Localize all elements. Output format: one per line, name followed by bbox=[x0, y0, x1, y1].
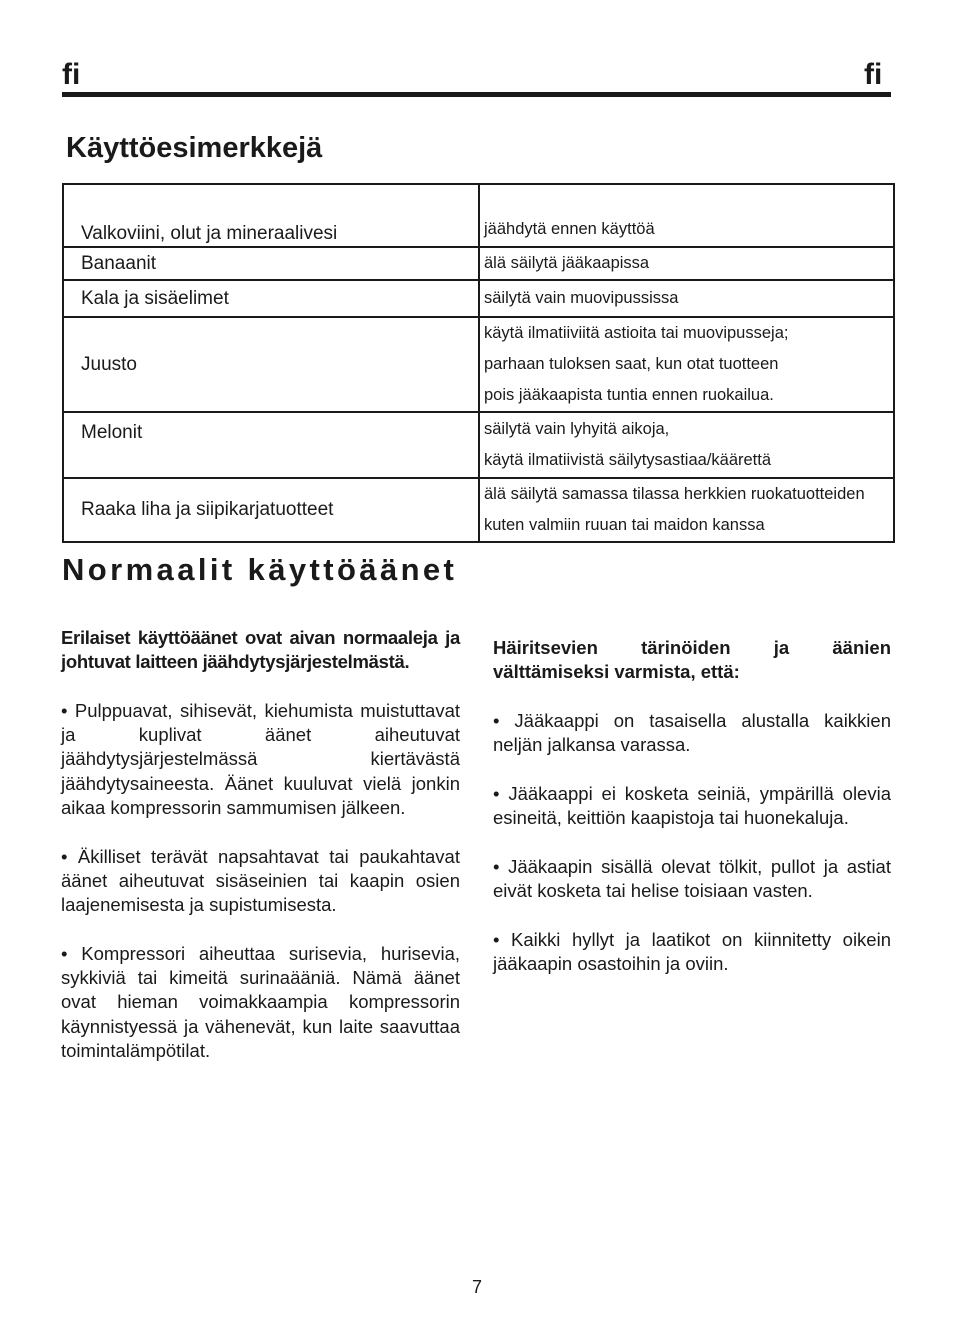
sound-item: • Kompressori aiheuttaa surisevia, hurisevia, sykkiviä tai kimeitä surinaääniä. Nämä äänet ovat hieman voimakkaampia kompressorin käynnistyessä ja vähenevät, kun laite saavuttaa toimintalämpötilat. bbox=[61, 942, 460, 1062]
food-cell: Juusto bbox=[63, 317, 479, 412]
sounds-right-column bbox=[493, 636, 891, 1000]
storage-note: älä säilytä samassa tilassa herkkien ruokatuotteiden bbox=[484, 485, 865, 503]
storage-note-cell bbox=[479, 280, 894, 317]
sounds-intro: Erilaiset käyttöäänet ovat aivan normaaleja ja johtuvat laitteen jäähdytysjärjestelmästä. bbox=[61, 627, 460, 673]
table-row bbox=[63, 247, 894, 280]
storage-note: parhaan tuloksen saat, kun otat tuotteen bbox=[484, 355, 779, 373]
storage-note-cell bbox=[479, 184, 894, 247]
food-cell: Banaanit bbox=[63, 247, 479, 280]
storage-note: käytä ilmatiivistä säilytysastiaa/käärettä bbox=[484, 451, 772, 469]
check-item: • Jääkaappi on tasaisella alustalla kaikkien neljän jalkansa varassa. bbox=[493, 709, 891, 756]
sounds-left-column bbox=[61, 626, 460, 1088]
storage-note-cell bbox=[479, 317, 894, 412]
header-rule bbox=[62, 92, 891, 97]
table-row bbox=[63, 412, 894, 478]
storage-note: säilytä vain lyhyitä aikoja, bbox=[484, 420, 670, 438]
table-row bbox=[63, 280, 894, 317]
table-row bbox=[63, 184, 894, 247]
check-item: • Kaikki hyllyt ja laatikot on kiinnitetty oikein jääkaapin osastoihin ja oviin. bbox=[493, 928, 891, 974]
vibration-intro: Häiritsevien tärinöiden ja äänien välttämiseksi varmista, että: bbox=[493, 637, 891, 683]
page-number: 7 bbox=[471, 1277, 482, 1297]
table-row bbox=[63, 317, 894, 412]
usage-examples-title: Käyttöesimerkkejä bbox=[66, 132, 323, 164]
storage-note-cell bbox=[479, 247, 894, 280]
food-cell: Melonit bbox=[63, 412, 479, 478]
storage-note: säilytä vain muovipussissa bbox=[484, 289, 679, 307]
food-cell: Kala ja sisäelimet bbox=[63, 280, 479, 317]
sound-item: • Äkilliset terävät napsahtavat tai paukahtavat äänet aiheutuvat sisäseinien tai kaapin osien laajenemisesta ja supistumisesta. bbox=[61, 845, 460, 916]
language-code-right: fi bbox=[864, 58, 883, 91]
storage-note: pois jääkaapista tuntia ennen ruokailua. bbox=[484, 386, 774, 404]
normal-sounds-title: Normaalit käyttöäänet bbox=[62, 552, 458, 587]
storage-note: kuten valmiin ruuan tai maidon kanssa bbox=[484, 516, 765, 534]
table-row bbox=[63, 478, 894, 542]
check-item: • Jääkaappi ei kosketa seiniä, ympärillä olevia esineitä, keittiön kaapistoja tai huonekaluja. bbox=[493, 782, 891, 829]
storage-note-cell bbox=[479, 412, 894, 478]
food-cell: Valkoviini, olut ja mineraalivesi bbox=[63, 184, 479, 247]
storage-note: älä säilytä jääkaapissa bbox=[484, 254, 650, 272]
food-cell: Raaka liha ja siipikarjatuotteet bbox=[63, 478, 479, 542]
language-code-left: fi bbox=[62, 58, 81, 91]
check-item: • Jääkaapin sisällä olevat tölkit, pullot ja astiat eivät kosketa tai helise toisiaan vasten. bbox=[493, 855, 891, 901]
storage-note: käytä ilmatiiviitä astioita tai muovipusseja; bbox=[484, 324, 789, 342]
storage-note: jäähdytä ennen käyttöä bbox=[484, 220, 655, 238]
sound-item: • Pulppuavat, sihisevät, kiehumista muistuttavat ja kuplivat äänet aiheutuvat jäähdytysjärjestelmässä kiertävästä jäähdytysaineesta. Äänet kuuluvat vielä jonkin aikaa kompressorin sammumisen jälkeen. bbox=[61, 699, 460, 819]
usage-examples-table bbox=[62, 183, 895, 543]
storage-note-cell bbox=[479, 478, 894, 542]
